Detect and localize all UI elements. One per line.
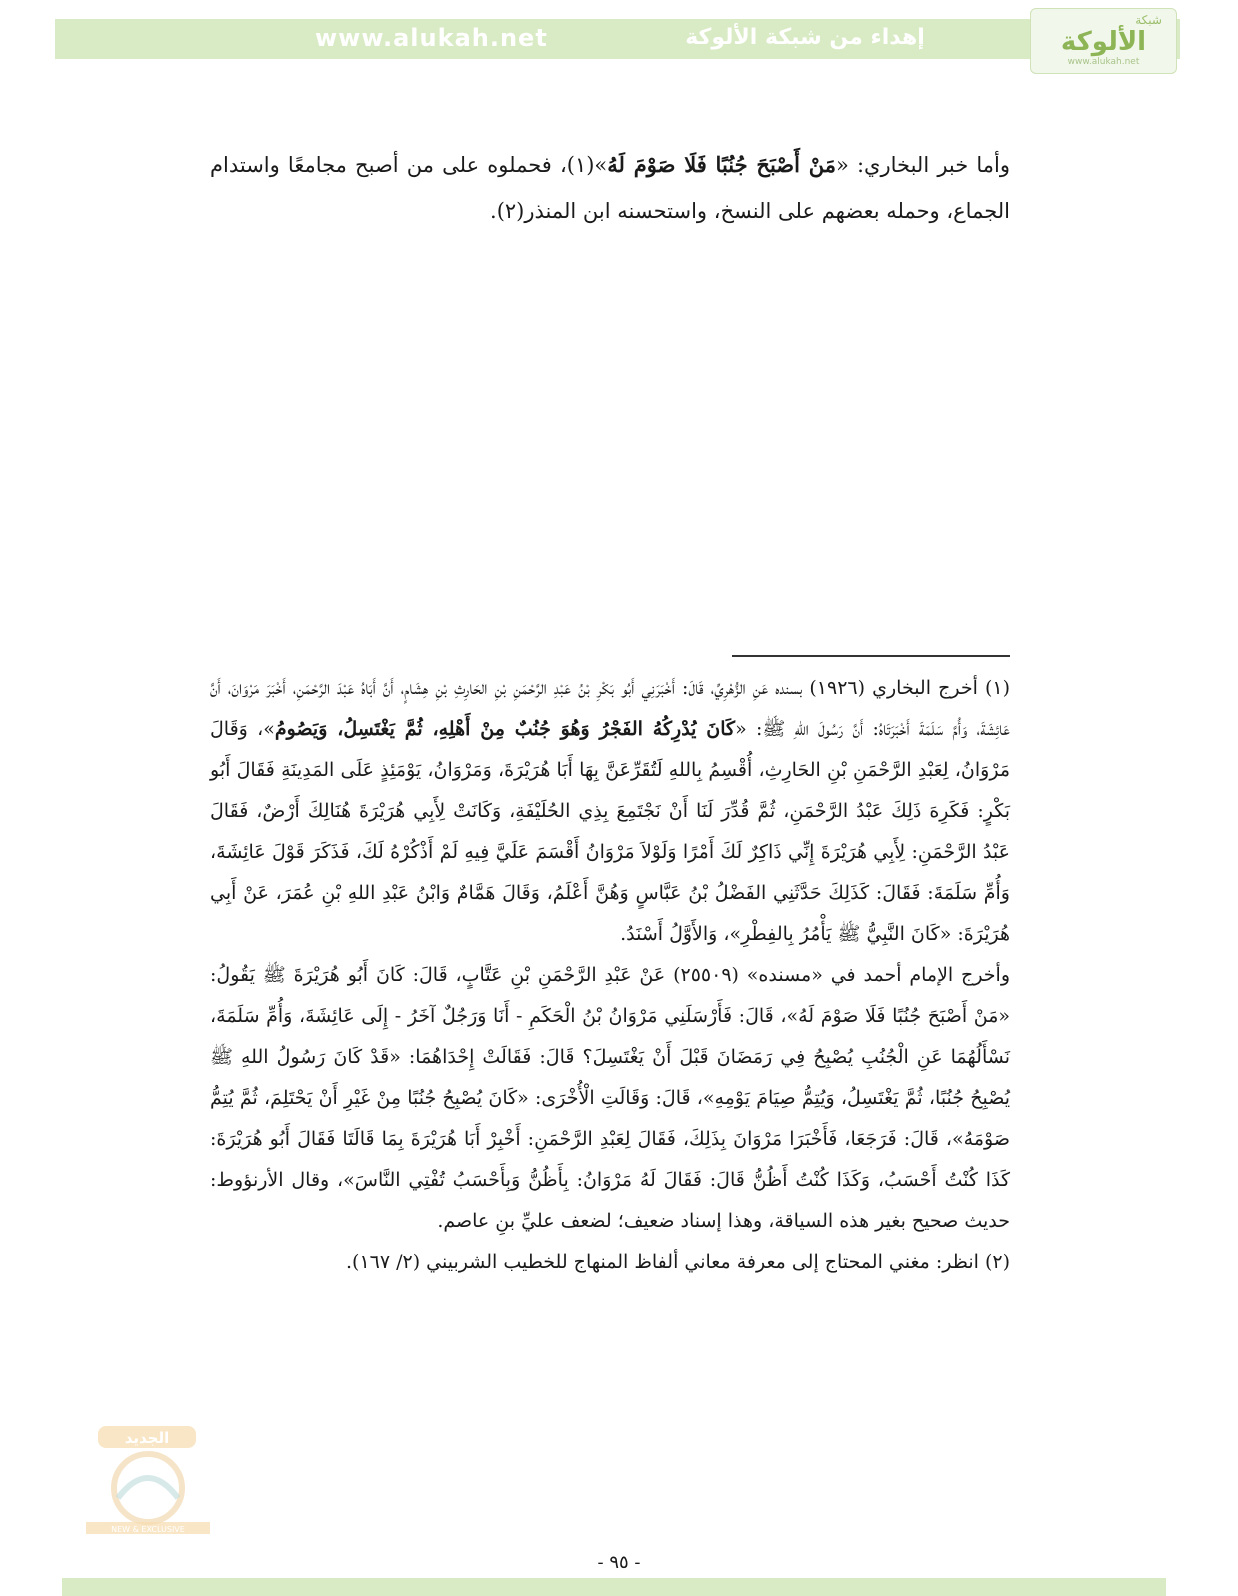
logo-main-text: الألوكة xyxy=(1060,27,1147,57)
body-text xyxy=(210,142,1010,234)
logo-top-text: شبكة xyxy=(1135,13,1162,27)
header-url[interactable]: www.alukah.net xyxy=(315,24,548,52)
watermark-logo xyxy=(78,1418,218,1536)
alukah-logo[interactable] xyxy=(1030,8,1177,74)
body-paragraph xyxy=(210,142,1010,234)
footer-banner xyxy=(62,1578,1166,1596)
footnote-1-continued: وأخرج الإمام أحمد في «مسنده» (٢٥٥٠٩) عَنْ عَبْدِ الرَّحْمَنِ بْنِ عَتَّابٍ، قَالَ: كَانَ أَبُو هُرَيْرَةَ ﷺ يَقُولُ: «مَنْ أَصْبَحَ جُنُبًا فَلَا صَوْمَ لَهُ»، قَالَ: فَأَرْسَلَنِي مَرْوَانُ بْنُ الْحَكَمِ - أَنَا وَرَجُلٌ آخَرُ - إِلَى عَائِشَةَ، وَأُمِّ سَلَمَةَ، نَسْأَلُهُمَا عَنِ الْجُنُبِ يُصْبِحُ فِي رَمَضَانَ قَبْلَ أَنْ يَغْتَسِلَ؟ قَالَ: فَقَالَتْ إِحْدَاهُمَا: «قَدْ كَانَ رَسُولُ اللهِ ﷺ يُصْبِحُ جُنُبًا، ثُمَّ يَغْتَسِلُ، وَيُتِمُّ صِيَامَ يَوْمِهِ»، قَالَ: وَقَالَتِ الْأُخْرَى: «كَانَ يُصْبِحُ جُنُبًا مِنْ غَيْرِ أَنْ يَحْتَلِمَ، ثُمَّ يُتِمُّ صَوْمَهُ»، قَالَ: فَرَجَعَا، فَأَخْبَرَا مَرْوَانَ بِذَلِكَ، فَقَالَ لِعَبْدِ الرَّحْمَنِ: أَخْبِرْ أَبَا هُرَيْرَةَ بِمَا قَالَتَا فَقَالَ أَبُو هُرَيْرَةَ: كَذَا كُنْتُ أَحْسَبُ، وَكَذَا كُنْتُ أَظُنُّ قَالَ: فَقَالَ لَهُ مَرْوَانُ: بِأَظُنُّ وَبِأَحْسَبُ تُفْتِي النَّاسَ»، وقال الأرنؤوط: حديث صحيح بغير هذه السياقة، وهذا إسناد ضعيف؛ لضعف عليِّ بنِ عاصم. xyxy=(210,964,1010,1232)
footnotes xyxy=(210,668,1010,1283)
body-text-span: »(١)، فحملوه على من أصبح مجامعًا واستدام الجماع، وحمله بعضهم على النسخ، واستحسنه ابن المنذر(٢). xyxy=(210,153,1010,223)
footnote-1 xyxy=(210,668,1010,955)
hadith-quote: مَنْ أَصْبَحَ جُنُبًا فَلَا صَوْمَ لَهُ xyxy=(607,152,836,177)
header-banner xyxy=(55,19,1180,59)
footnote-hadith-bold: كَانَ يُدْرِكُهُ الفَجْرُ وَهُوَ جُنُبٌ مِنْ أَهْلِهِ، ثُمَّ يَغْتَسِلُ، وَيَصُومُ xyxy=(274,718,736,740)
footnote-separator xyxy=(732,655,1010,657)
footnote-text: (١) أخرج البخاري (١٩٢٦) بسنده عَنِ الزُّهْرِيِّ، قَالَ: أَخْبَرَنِي أَبُو بَكْرِ بْنُ عَبْدِ الرَّحْمَنِ بْنِ الحَارِثِ بْنِ هِشَامٍ، أَنَّ أَبَاهُ عَبْدَ الرَّحْمَنِ، أَخْبَرَ مَرْوَانَ، أَنَّ عَائِشَةَ، وَأُمَّ سَلَمَةَ أَخْبَرَتَاهُ: أَنَّ رَسُولَ اللهِ ﷺ: « xyxy=(210,677,1010,740)
watermark-bottom-text: NEW & EXCLUSIVE xyxy=(111,1525,185,1534)
header-gift-text: إهداء من شبكة الألوكة xyxy=(685,25,925,50)
page-number: - ٩٥ - xyxy=(597,1552,641,1573)
body-text-span: وأما خبر البخاري: « xyxy=(835,153,1010,177)
logo-url-text: www.alukah.net xyxy=(1067,57,1140,67)
footnote-2: (٢) انظر: مغني المحتاج إلى معرفة معاني ألفاظ المنهاج للخطيب الشربيني (٢/ ١٦٧). xyxy=(345,1251,1010,1273)
footnote-text: »، وَقَالَ مَرْوَانُ، لِعَبْدِ الرَّحْمَنِ بْنِ الحَارِثِ، أُقْسِمُ بِاللهِ لَتُقَرِّعَنَّ بِهَا أَبَا هُرَيْرَةَ، وَمَرْوَانُ، يَوْمَئِذٍ عَلَى المَدِينَةِ فَقَالَ أَبُو بَكْرٍ: فَكَرِهَ ذَلِكَ عَبْدُ الرَّحْمَنِ، ثُمَّ قُدِّرَ لَنَا أَنْ نَجْتَمِعَ بِذِي الحُلَيْفَةِ، وَكَانَتْ لِأَبِي هُرَيْرَةَ هُنَالِكَ أَرْضٌ، فَقَالَ عَبْدُ الرَّحْمَنِ: لِأَبِي هُرَيْرَةَ إِنِّي ذَاكِرٌ لَكَ أَمْرًا وَلَوْلاَ مَرْوَانُ أَقْسَمَ عَلَيَّ فِيهِ لَمْ أَذْكُرْهُ لَكَ، فَذَكَرَ قَوْلَ عَائِشَةَ، وَأُمِّ سَلَمَةَ: فَقَالَ: كَذَلِكَ حَدَّثَنِي الفَضْلُ بْنُ عَبَّاسٍ وَهُنَّ أَعْلَمُ، وَقَالَ هَمَّامٌ وَابْنُ عَبْدِ اللهِ بْنِ عُمَرَ، عَنْ أَبِي هُرَيْرَةَ: «كَانَ النَّبِيُّ ﷺ يَأْمُرُ بِالفِطْرِ»، وَالأَوَّلُ أَسْنَدُ. xyxy=(210,718,1010,945)
watermark-top-text: الجديد xyxy=(124,1429,170,1447)
